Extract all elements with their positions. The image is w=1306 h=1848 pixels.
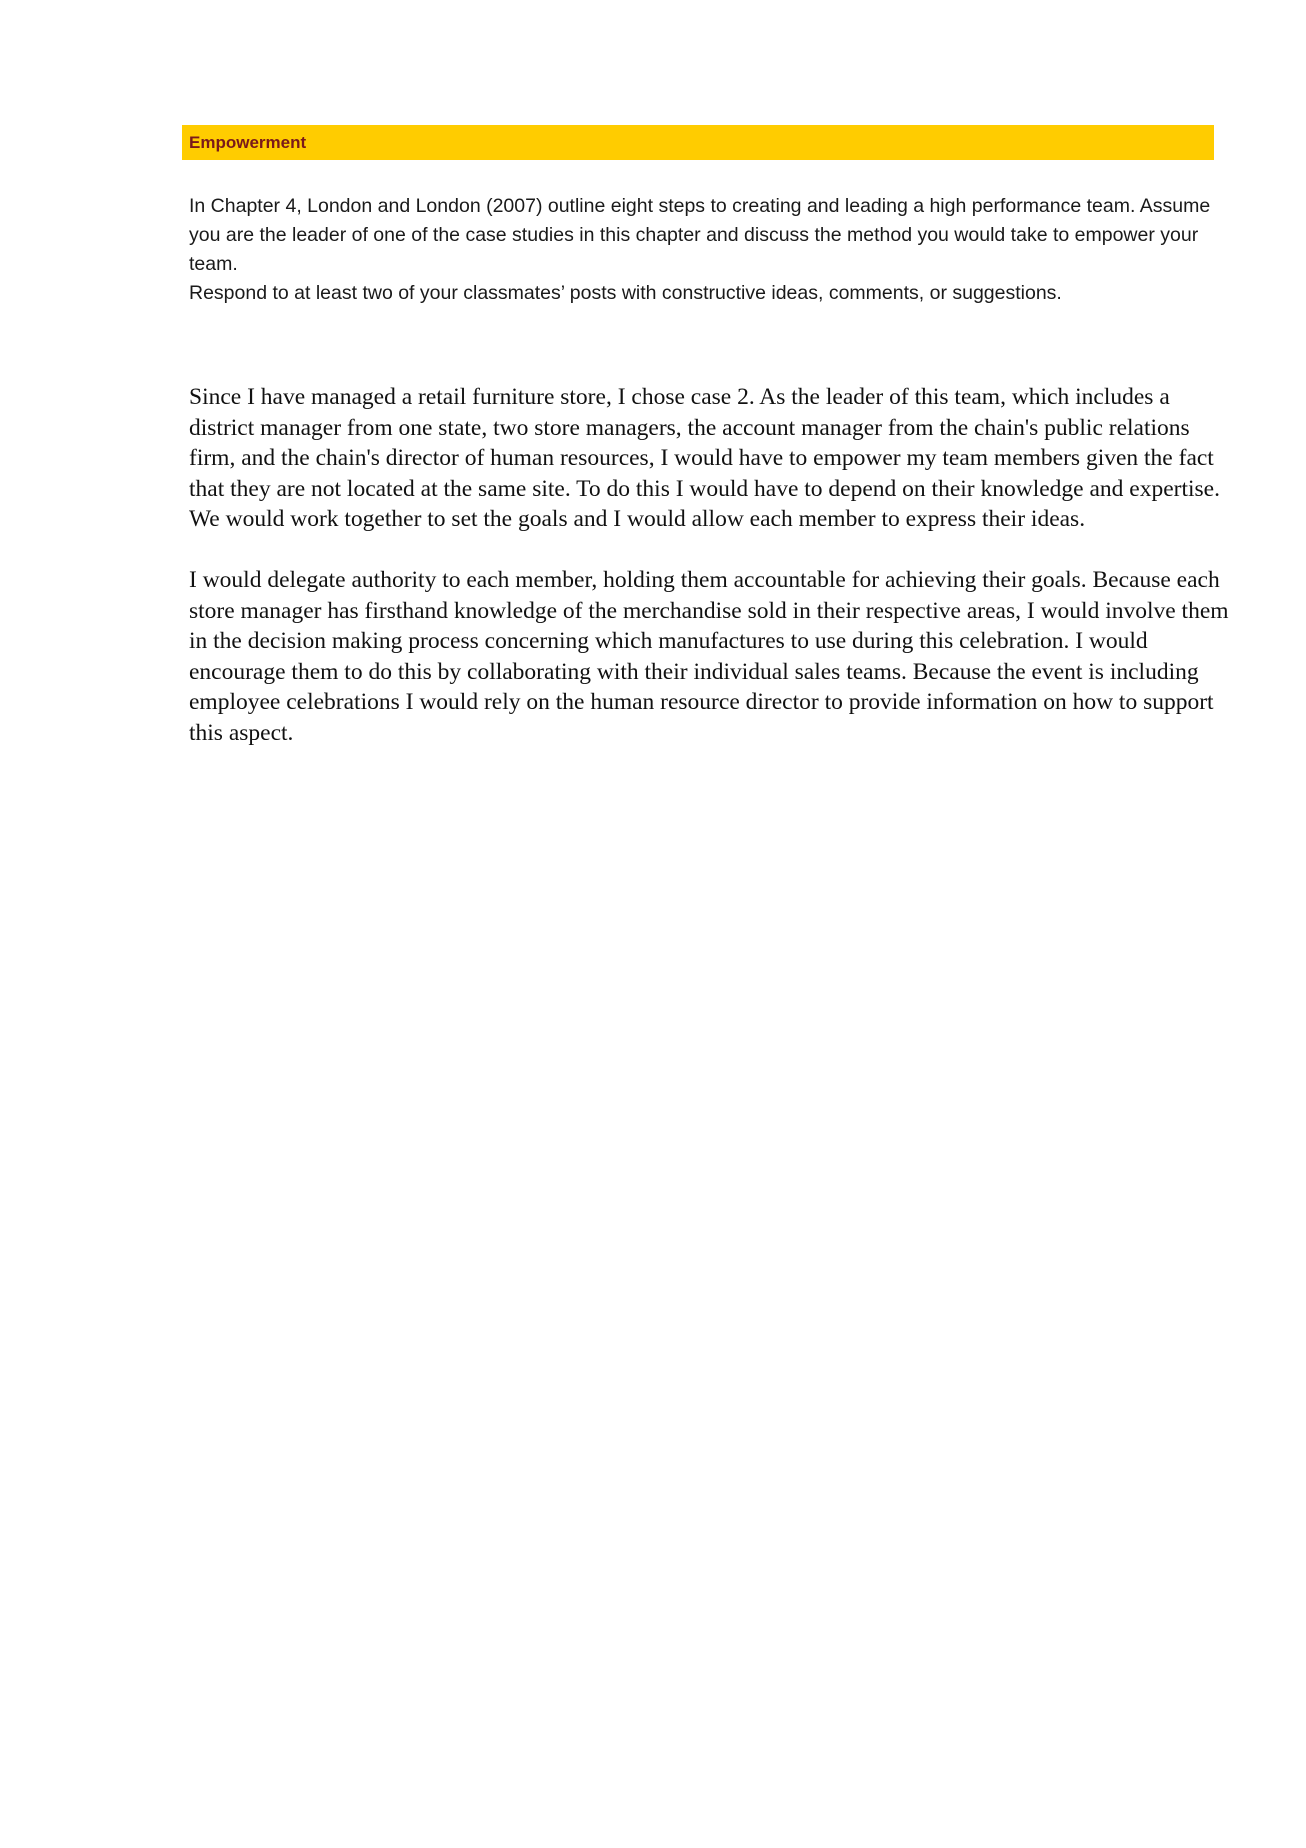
prompt-paragraph: Respond to at least two of your classmates’ posts with constructive ideas, comments, or suggestions. — [189, 282, 1062, 304]
response-paragraph: I would delegate authority to each member, holding them accountable for achieving their goals. Because each store manager has firsthand knowledge of the merchandise sold in their respective areas, I would involve them in the decision making process concerning which manufactures to use during this celebration. I would encourage them to do this by collaborating with their individual sales teams. Because the event is including employee celebrations I would rely on the human resource director to provide information on how to support this aspect. — [189, 567, 1229, 746]
discussion-response — [189, 382, 1229, 779]
response-paragraph: Since I have managed a retail furniture store, I chose case 2. As the leader of this team, which includes a district manager from one state, two store managers, the account manager from the chain's public relations firm, and the chain's director of human resources, I would have to empower my team members given the fact that they are not located at the same site. To do this I would have to depend on their knowledge and expertise. We would work together to set the goals and I would allow each member to express their ideas. — [189, 384, 1220, 532]
prompt-paragraph: In Chapter 4, London and London (2007) outline eight steps to creating and leading a high performance team. Assume you are the leader of one of the case studies in this chapter and discuss the method you would take to empower your team. — [189, 195, 1211, 275]
discussion-prompt — [189, 192, 1229, 308]
section-heading-title: Empowerment — [189, 133, 307, 152]
section-heading-bar — [182, 125, 1214, 160]
